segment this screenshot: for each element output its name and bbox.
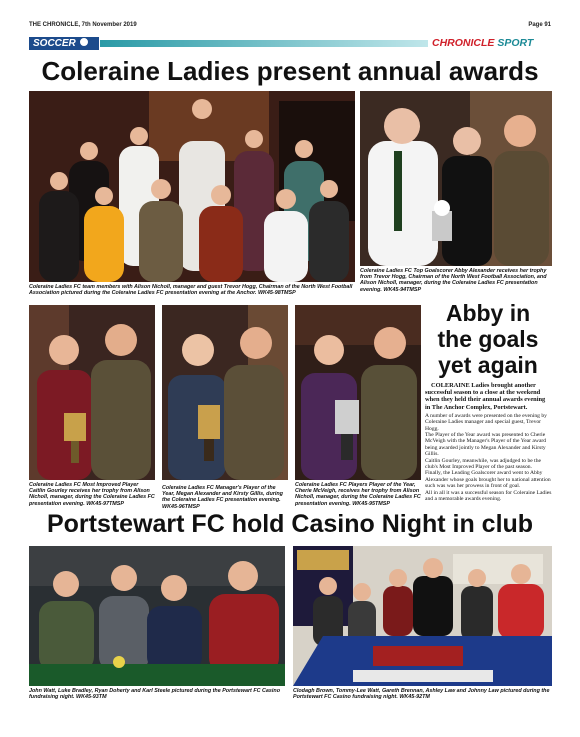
brand-sport: SPORT [497,37,534,49]
article-headline-line-2: the goals [437,326,539,352]
team-photo-caption: Coleraine Ladies FC team members with Alison Nicholl, manager and guest Trevor Hogg, Chairman of the North West Football Association pictured during the Coleraine Ladies FC presentation evening at the Anchor. WK45-98TMSP [29,284,353,297]
players-player-photo [295,305,421,480]
article-headline-line-3: yet again [438,352,538,378]
main-headline: Coleraine Ladies present annual awards [41,56,539,86]
most-improved-photo [29,305,155,480]
page-number: Page 91 [528,22,551,28]
paper-date: THE CHRONICLE, 7th November 2019 [29,22,137,28]
article-lede: COLERAINE Ladies brought another successful season to a close at the weekend when they held their annual awards evening in The Anchor Complex, Portstewart. [425,382,546,411]
second-headline: Portstewart FC hold Casino Night in club [46,510,534,538]
casino-1-caption: John Watt, Luke Bradley, Ryan Doherty and Karl Steele pictured during the Portstewart FC Casino fundraising night. WK45-93TM [29,688,281,701]
section-label: SOCCER [33,38,76,49]
article-body [425,382,552,503]
most-improved-caption: Coleraine Ladies FC Most Improved Player Caitlin Gourley receives her trophy from Alison Nicholl, manager, during the Coleraine Ladies FC presentation evening. WK45-97TMSP [29,482,155,507]
article-headline-line-1: Abby in [445,300,531,326]
goalscorer-caption: Coleraine Ladies FC Top Goalscorer Abby Alexander receives her trophy from Trevor Hogg, Chairman of the North West Football Association, and Alison Nicholl, manager, during the Coleraine Ladies FC presentation evening. WK45-94TMSP [360,268,547,293]
team-photo [29,91,355,282]
football-icon [79,37,89,47]
players-player-caption: Coleraine Ladies FC Players Player of the Year, Cherie McVeigh, receives her trophy from Alison Nicholl, manager, during the Coleraine Ladies FC presentation evening. WK45-95TMSP [295,482,421,507]
section-badge [29,37,99,50]
article-headline [424,300,552,378]
article-paragraph: Finally, the Leading Goalscorer award went to Abby Alexander whose goals brought her to national attention such was was her prowess in front of goal. [425,470,551,490]
article-paragraph: A number of awards were presented on the evening by Coleraine Ladies manager and special guest, Trevor Hogg. [425,412,547,432]
brand-logo [432,37,552,50]
article-paragraph: All in all it was a successful season for Coleraine Ladies and a memorable awards evening. [425,489,552,503]
header-stripe [100,40,428,47]
article-paragraph: The Player of the Year award was presented to Cherie McVeigh with the Manager's Player of the Year award being awarded jointly to Megan Alexander and Kirsty Gillis. [425,432,547,458]
casino-2-caption: Clodagh Brown, Tommy-Lee Watt, Gareth Brennan, Ashley Law and Johnny Law pictured during the Portstewart FC Casino fundraising night. WK45-92TM [293,688,550,701]
brand-chronicle: CHRONICLE [432,37,495,49]
managers-player-caption: Coleraine Ladies FC Manager's Player of the Year, Megan Alexander and Kirsty Gillis, during the Coleraine Ladies FC presentation evening. WK45-96TMSP [162,485,283,510]
casino-photo-2 [293,546,552,686]
article-paragraph: Caitlin Gourley, meanwhile, was adjudged to be the club's Most Improved Player of the past season. [425,457,541,471]
goalscorer-photo [360,91,552,266]
managers-player-photo [162,305,288,480]
casino-photo-1 [29,546,285,686]
